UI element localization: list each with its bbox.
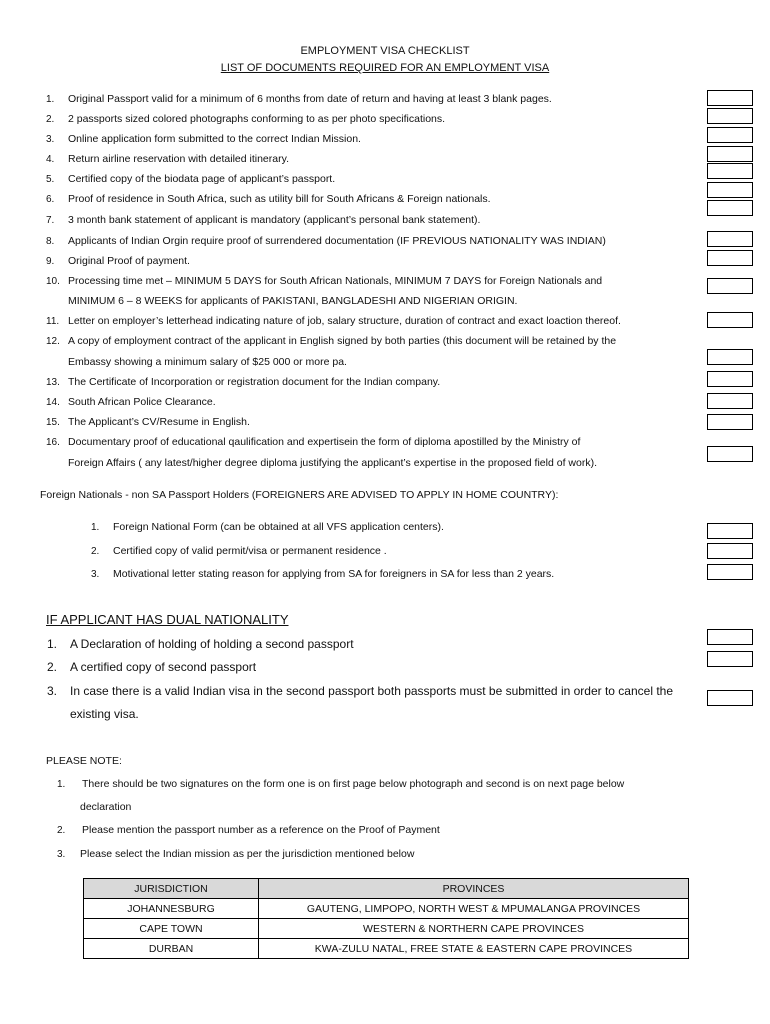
checkbox[interactable] [707,414,753,430]
table-cell: KWA-ZULU NATAL, FREE STATE & EASTERN CAPE PROVINCES [259,939,689,959]
checkbox[interactable] [707,690,753,706]
jurisdiction-table [83,878,689,959]
list-item-text: MINIMUM 6 – 8 WEEKS for applicants of PAKISTANI, BANGLADESHI AND NIGERIAN ORIGIN. [68,295,518,307]
list-item-number: 13. [46,377,60,388]
list-item-number: 1. [46,94,55,105]
list-item-text: existing visa. [70,707,139,721]
list-item-number: 16. [46,437,60,448]
checkbox[interactable] [707,163,753,179]
list-item-number: 12. [46,336,60,347]
checkbox[interactable] [707,90,753,106]
list-item-number: 10. [46,276,60,287]
page-subtitle: LIST OF DOCUMENTS REQUIRED FOR AN EMPLOYMENT VISA [220,62,550,74]
list-item-number: 1. [91,522,100,533]
list-item-text: In case there is a valid Indian visa in the second passport both passports must be submitted in order to cancel the [70,684,674,698]
checkbox[interactable] [707,146,753,162]
list-item-number: 11. [46,316,60,327]
list-item-text: The Certificate of Incorporation or registration document for the Indian company. [68,376,441,388]
list-item-text: 3 month bank statement of applicant is mandatory (applicant’s personal bank statement). [68,214,481,226]
list-item-number: 9. [46,256,55,267]
section-heading: PLEASE NOTE: [46,755,122,767]
table-cell: WESTERN & NORTHERN CAPE PROVINCES [259,919,689,939]
table-cell: DURBAN [84,939,259,959]
checkbox[interactable] [707,182,753,198]
checkbox[interactable] [707,393,753,409]
checkbox[interactable] [707,371,753,387]
list-item-text: Original Passport valid for a minimum of 6 months from date of return and having at least 3 blank pages. [68,93,552,105]
table-header: JURISDICTION [84,879,259,899]
list-item-text: Certified copy of valid permit/visa or permanent residence . [113,545,387,557]
list-item-text: Applicants of Indian Orgin require proof of surrendered documentation (IF PREVIOUS NATIONALITY WAS INDIAN) [68,235,606,247]
list-item-number: 2. [91,546,100,557]
list-item-text: Documentary proof of educational qaulification and expertisein the form of diploma apostilled by the Ministry of [68,436,581,448]
list-item-text: Foreign National Form (can be obtained at all VFS application centers). [113,521,444,533]
list-item-text: Original Proof of payment. [68,255,190,267]
checkbox[interactable] [707,231,753,247]
checkbox[interactable] [707,446,753,462]
list-item-number: 2. [46,114,55,125]
list-item-text: A copy of employment contract of the applicant in English signed by both parties (this document will be retained by the [68,335,617,347]
list-item-number: 4. [46,154,55,165]
checkbox[interactable] [707,543,753,559]
list-item-text: South African Police Clearance. [68,396,216,408]
list-item-number: 1. [57,779,66,790]
table-row [84,919,689,939]
list-item-number: 2. [47,660,58,674]
list-item-number: 14. [46,397,60,408]
list-item-text: declaration [80,801,132,813]
checkbox[interactable] [707,523,753,539]
checkbox[interactable] [707,250,753,266]
checkbox[interactable] [707,651,753,667]
list-item-text: Please select the Indian mission as per the jurisdiction mentioned below [80,848,415,860]
checkbox[interactable] [707,127,753,143]
list-item-number: 1. [47,637,58,651]
table-cell: JOHANNESBURG [84,899,259,919]
page-title: EMPLOYMENT VISA CHECKLIST [300,45,470,57]
list-item-text: Motivational letter stating reason for applying from SA for foreigners in SA for less than 2 years. [113,568,555,580]
list-item-text: Letter on employer’s letterhead indicating nature of job, salary structure, duration of contract and exact loaction thereof. [68,315,621,327]
table-cell: GAUTENG, LIMPOPO, NORTH WEST & MPUMALANGA PROVINCES [259,899,689,919]
table-header: PROVINCES [259,879,689,899]
checkbox[interactable] [707,278,753,294]
list-item-text: Embassy showing a minimum salary of $25 000 or more pa. [68,356,347,368]
checkbox[interactable] [707,349,753,365]
list-item-text: Certified copy of the biodata page of applicant’s passport. [68,173,336,185]
checkbox[interactable] [707,200,753,216]
list-item-number: 6. [46,194,55,205]
checkbox[interactable] [707,564,753,580]
list-item-text: A Declaration of holding of holding a second passport [70,637,354,651]
list-item-number: 3. [57,849,66,860]
section-heading: Foreign Nationals - non SA Passport Holders (FOREIGNERS ARE ADVISED TO APPLY IN HOME COUNTRY): [40,489,559,501]
list-item-text: Please mention the passport number as a reference on the Proof of Payment [82,824,440,836]
list-item-text: Return airline reservation with detailed itinerary. [68,153,289,165]
checkbox[interactable] [707,312,753,328]
list-item-text: The Applicant’s CV/Resume in English. [68,416,250,428]
list-item-text: A certified copy of second passport [70,660,257,674]
list-item-text: Foreign Affairs ( any latest/higher degree diploma justifying the applicant’s expertise in the proposed field of work). [68,457,597,469]
section-heading: IF APPLICANT HAS DUAL NATIONALITY [46,612,289,627]
list-item-number: 3. [47,684,58,698]
table-row [84,939,689,959]
checkbox[interactable] [707,629,753,645]
list-item-number: 8. [46,236,55,247]
list-item-number: 3. [91,569,100,580]
list-item-number: 7. [46,215,55,226]
list-item-text: Online application form submitted to the correct Indian Mission. [68,133,361,145]
list-item-text: Processing time met – MINIMUM 5 DAYS for South African Nationals, MINIMUM 7 DAYS for Foreign Nationals and [68,275,603,287]
list-item-text: 2 passports sized colored photographs conforming to as per photo specifications. [68,113,446,125]
list-item-number: 2. [57,825,66,836]
list-item-number: 3. [46,134,55,145]
checkbox[interactable] [707,108,753,124]
list-item-number: 5. [46,174,55,185]
table-cell: CAPE TOWN [84,919,259,939]
list-item-text: Proof of residence in South Africa, such as utility bill for South Africans & Foreign nationals. [68,193,491,205]
list-item-number: 15. [46,417,60,428]
table-header-row [84,879,689,899]
table-row [84,899,689,919]
list-item-text: There should be two signatures on the form one is on first page below photograph and second is on next page below [82,778,625,790]
